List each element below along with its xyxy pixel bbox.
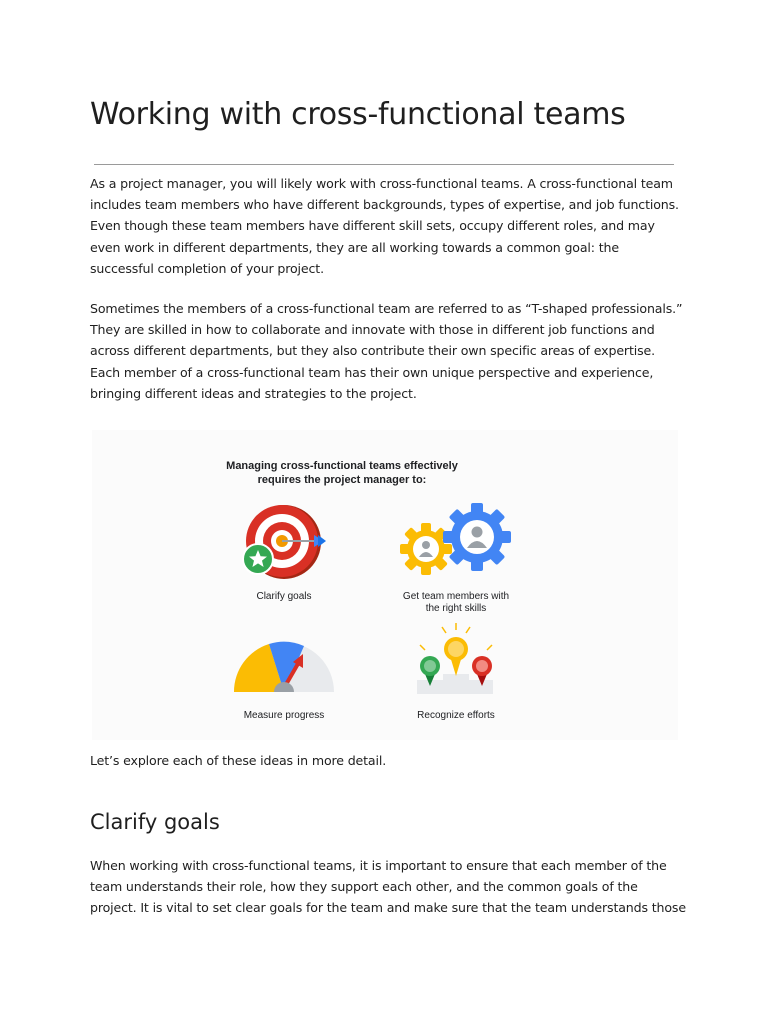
gears-icon: [400, 503, 511, 575]
t-shaped-line: bringing different ideas and strategies to the project.: [90, 385, 417, 401]
intro-line: even work in different departments, they are all working towards a common goal: the: [90, 239, 619, 255]
recognize-efforts-label: Recognize efforts: [417, 710, 495, 721]
intro-paragraph: [90, 173, 682, 279]
intro-line: includes team members who have different backgrounds, types of expertise, and job functions.: [90, 197, 679, 213]
intro-line: Even though these team members have different skill sets, occupy different roles, and may: [90, 218, 655, 234]
star-badge-icon: [243, 544, 273, 574]
section-heading-clarify-goals: Clarify goals: [90, 810, 220, 834]
t-shaped-line: Each member of a cross-functional team has their own unique perspective and experience,: [90, 364, 654, 380]
clarify-paragraph: [90, 855, 686, 919]
gauge-icon: [234, 642, 334, 692]
infographic-graphic: [92, 430, 678, 740]
clarify-goals-label: Clarify goals: [256, 591, 312, 602]
t-shaped-line: across different departments, but they also contribute their own specific areas of expertise.: [90, 343, 655, 359]
t-shaped-line: Sometimes the members of a cross-functional team are referred to as “T-shaped professionals.”: [90, 301, 683, 316]
t-shaped-line: They are skilled in how to collaborate and innovate with those in different job functions and: [90, 322, 655, 338]
page-title: Working with cross-functional teams: [90, 97, 626, 132]
infographic: [92, 430, 678, 740]
intro-line: As a project manager, you will likely work with cross-functional teams. A cross-functional team: [90, 176, 673, 191]
explore-paragraph: [90, 750, 682, 771]
skills-label-line: the right skills: [425, 603, 487, 614]
title-divider: [94, 164, 674, 165]
intro-line: successful completion of your project.: [90, 260, 324, 276]
medals-icon: [417, 623, 493, 694]
measure-progress-label: Measure progress: [243, 710, 325, 721]
clarify-line: project. It is vital to set clear goals for the team and make sure that the team understands those: [90, 900, 686, 916]
infographic-title-line: requires the project manager to:: [257, 474, 427, 486]
clarify-line: team understands their role, how they support each other, and the common goals of the: [90, 879, 638, 895]
skills-label-line: Get team members with: [402, 591, 510, 602]
infographic-title-line: Managing cross-functional teams effectively: [226, 460, 458, 472]
clarify-line: When working with cross-functional teams, it is important to ensure that each member of the: [90, 858, 667, 873]
t-shaped-paragraph: [90, 298, 682, 404]
explore-line: Let’s explore each of these ideas in more detail.: [90, 753, 387, 768]
